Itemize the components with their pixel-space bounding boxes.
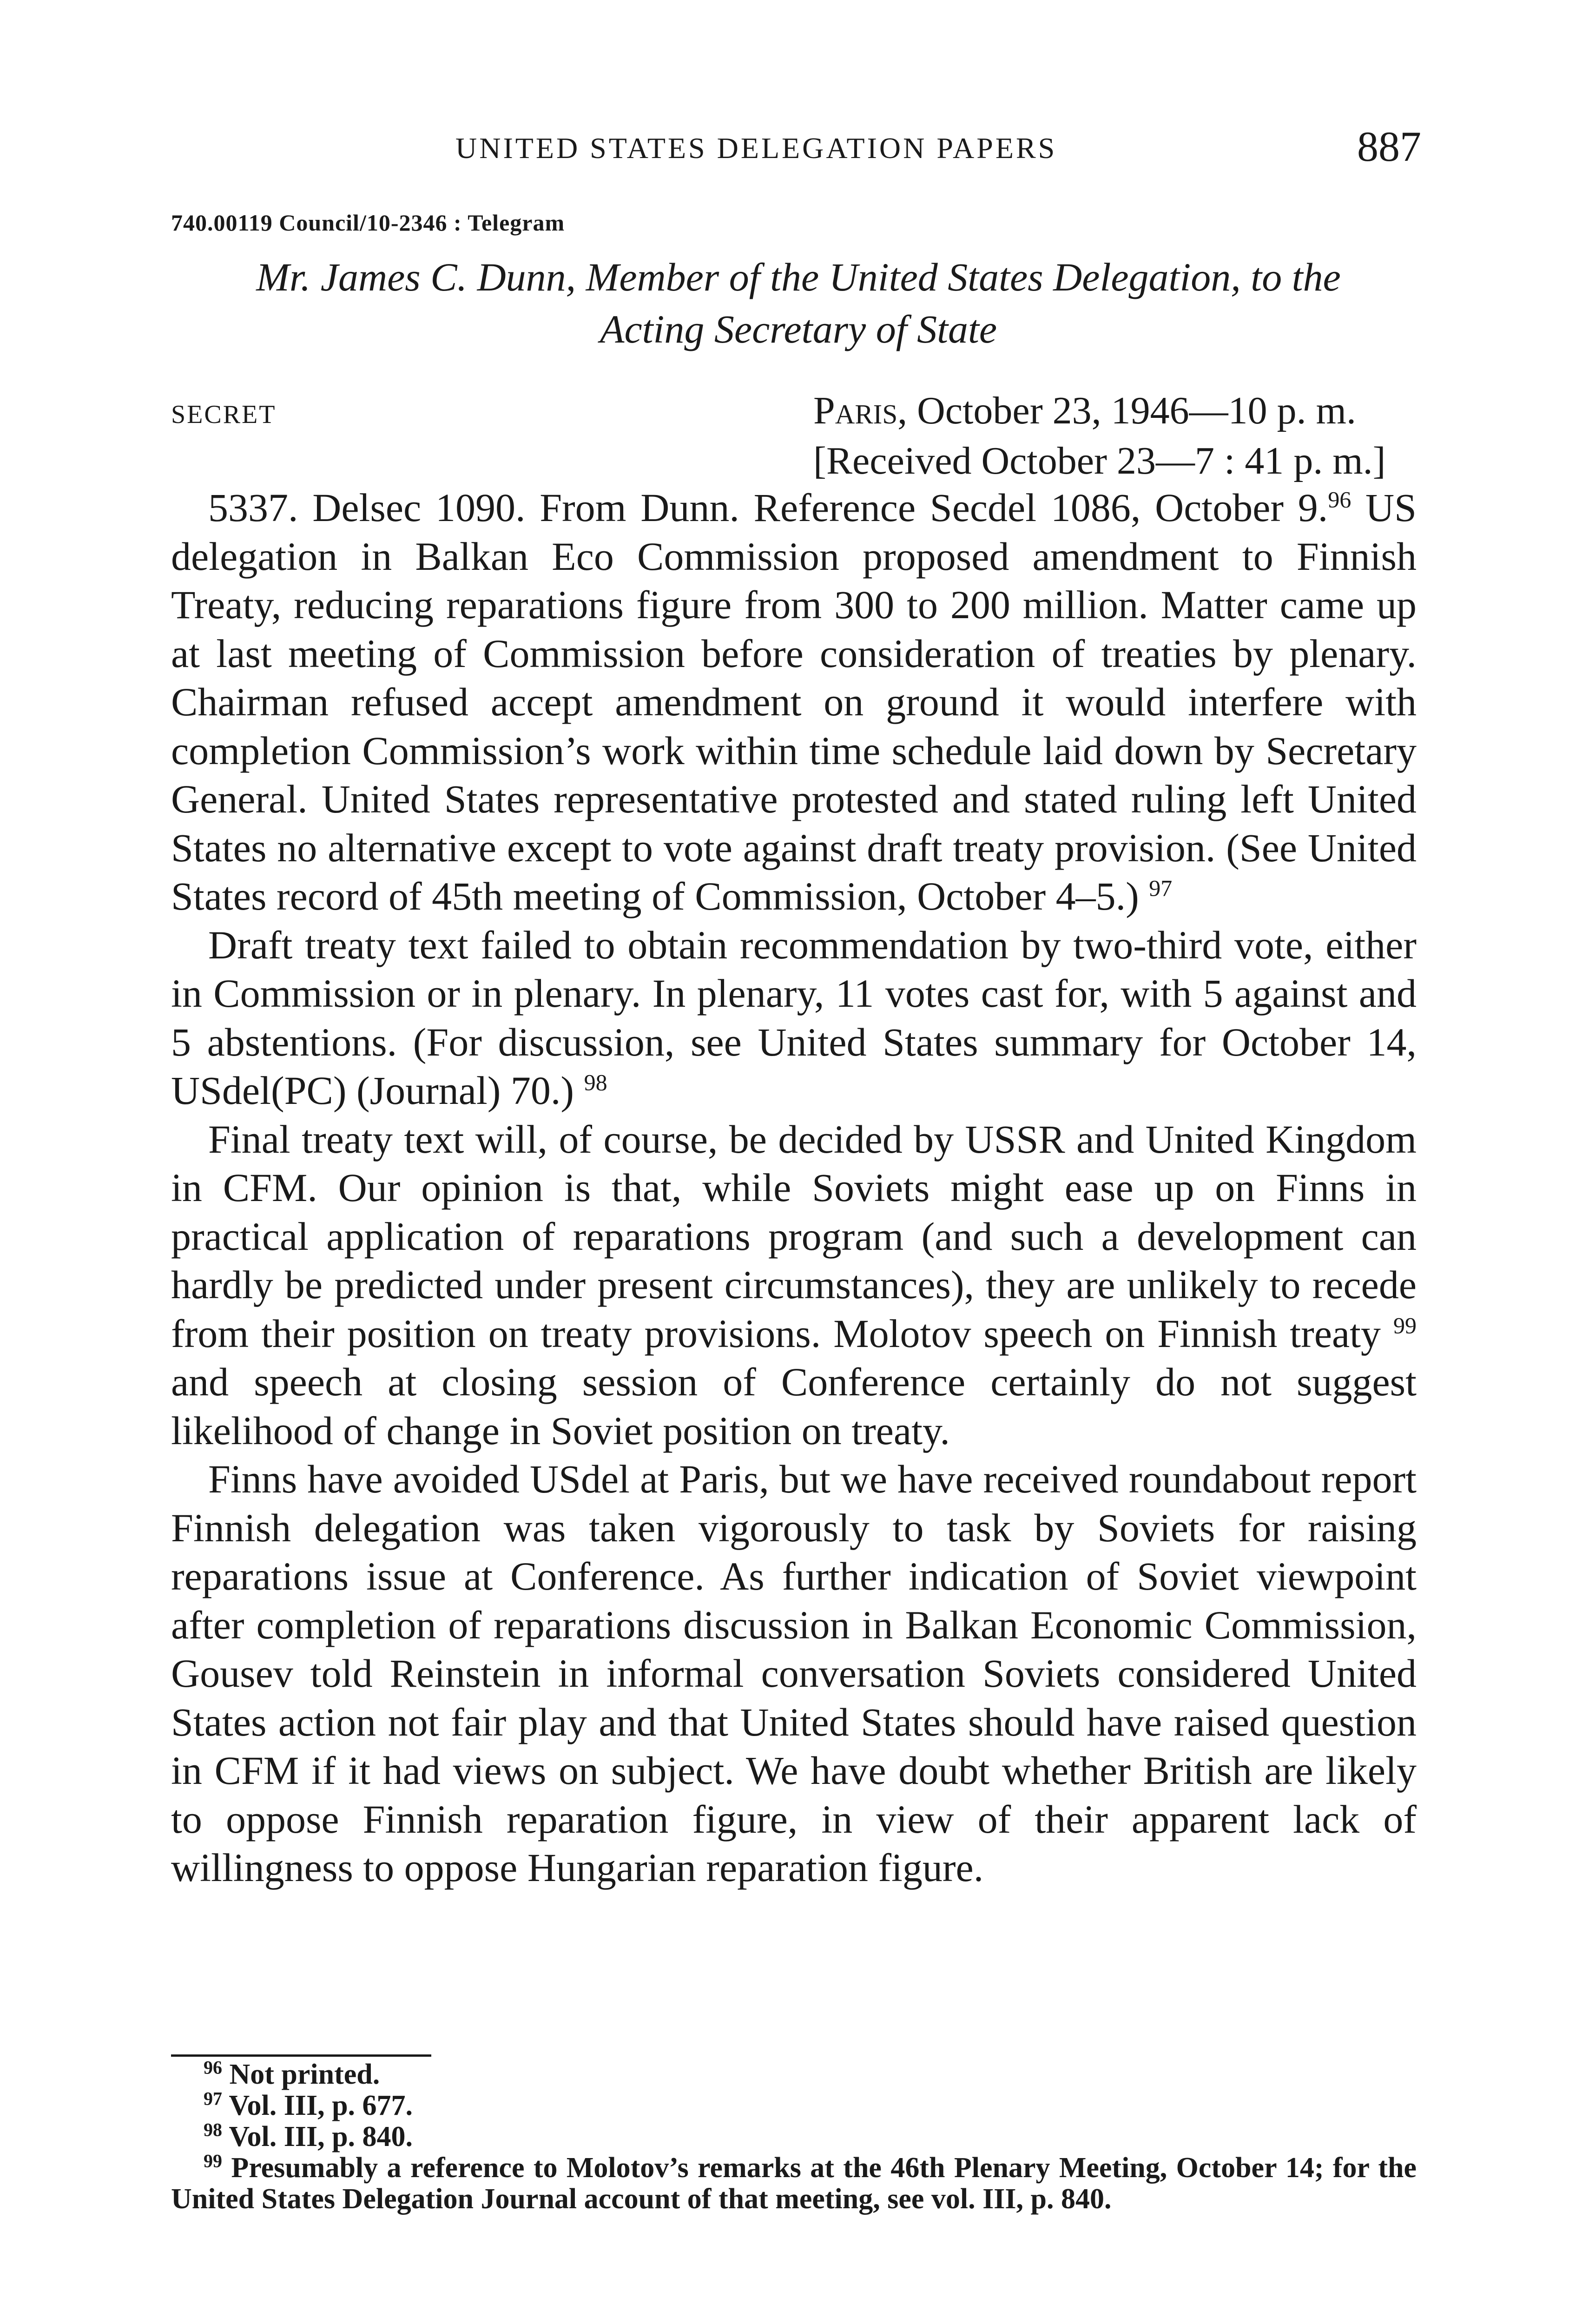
paragraph-3-text-b: and speech at closing session of Conference certainly do not suggest likelihood of change in Soviet position on treaty. <box>171 1360 1417 1453</box>
telegram-body <box>171 483 1417 1892</box>
footnote-text: Presumably a reference to Molotov’s remarks at the 46th Plenary Meeting, October 14; for the United States Delegation Journal account of that meeting, see vol. III, p. 840. <box>171 2152 1417 2215</box>
footnote <box>171 2152 1417 2215</box>
paragraph-2-text: Draft treaty text failed to obtain recommendation by two-third vote, either in Commission or in plenary. In plenary, 11 votes cast for, with 5 against and 5 abstentions. (For discussion, see United States summary for October 14, USdel(PC) (Journal) 70.) <box>171 922 1417 1113</box>
footnote <box>171 2059 1417 2090</box>
running-head: UNITED STATES DELEGATION PAPERS <box>455 132 1057 165</box>
dateline-received: [Received October 23—7 : 41 p. m.] <box>813 439 1386 482</box>
footnote <box>171 2090 1417 2121</box>
page-number: 887 <box>1357 123 1421 170</box>
paragraph-3 <box>171 1115 1417 1455</box>
footnote-mark: 99 <box>204 2150 222 2172</box>
paragraph-3-text-a: Final treaty text will, of course, be decided by USSR and United Kingdom in CFM. Our opinion is that, while Soviets might ease up on Finns in practical application of reparations program (and such a development can hardly be predicted under present circumstances), they are unlikely to recede from their position on treaty provisions. Molotov speech on Finnish treaty <box>171 1116 1417 1356</box>
paragraph-4: Finns have avoided USdel at Paris, but we have received roundabout report Finnish delegation was taken vigorously to task by Soviets for raising reparations issue at Conference. As further indication of Soviet viewpoint after completion of reparations discussion in Balkan Economic Commission, Gousev told Reinstein in informal conversation Soviets considered United States action not fair play and that United States should have raised question in CFM if it had views on subject. We have doubt whether British are likely to oppose Finnish reparation figure, in view of their apparent lack of willingness to oppose Hungarian reparation figure. <box>171 1457 1417 1890</box>
footnote <box>171 2121 1417 2152</box>
footnote-ref-97: 97 <box>1149 875 1173 901</box>
paragraph-1-rest: US delegation in Balkan Eco Commission proposed amendment to Finnish Treaty, reducing reparations figure from 300 to 200 million. Matter came up at last meeting of Commission before consideration of treaties by plenary. Chairman refused accept amendment on ground it would interfere with completion Commission’s work within time schedule laid down by Secretary General. United States representative protested and stated ruling left United States no alternative except to vote against draft treaty provision. (See United States record of 45th meeting of Commission, October 4–5.) <box>171 485 1417 918</box>
footnotes <box>171 2059 1417 2215</box>
classification-label: SECRET <box>171 400 277 429</box>
document-title <box>171 251 1426 355</box>
date: , October 23, 1946—10 p. m. <box>897 389 1357 432</box>
file-reference: 740.00119 Council/10-2346 : Telegram <box>171 210 565 236</box>
footnote-mark: 98 <box>204 2119 222 2140</box>
title-line-2: Acting Secretary of State <box>600 307 997 351</box>
dateline <box>813 386 1417 486</box>
footnote-ref-98: 98 <box>584 1069 607 1096</box>
paragraph-1-text: 5337. Delsec 1090. From Dunn. Reference Secdel 1086, October 9. <box>208 485 1328 530</box>
footnote-text: Vol. III, p. 840. <box>222 2121 413 2152</box>
footnote-text: Not printed. <box>222 2059 380 2090</box>
footnote-mark: 97 <box>204 2088 222 2109</box>
dateline-sent <box>813 386 1417 436</box>
footnote-text: Vol. III, p. 677. <box>222 2090 413 2121</box>
paragraph-1 <box>171 483 1417 921</box>
paragraph-2 <box>171 921 1417 1115</box>
footnote-divider <box>171 2054 431 2057</box>
footnote-ref-96: 96 <box>1328 486 1351 513</box>
footnote-mark: 96 <box>204 2057 222 2078</box>
title-line-1: Mr. James C. Dunn, Member of the United States Delegation, to the <box>256 255 1341 299</box>
footnote-ref-99: 99 <box>1393 1312 1417 1338</box>
place: Paris <box>813 389 898 432</box>
